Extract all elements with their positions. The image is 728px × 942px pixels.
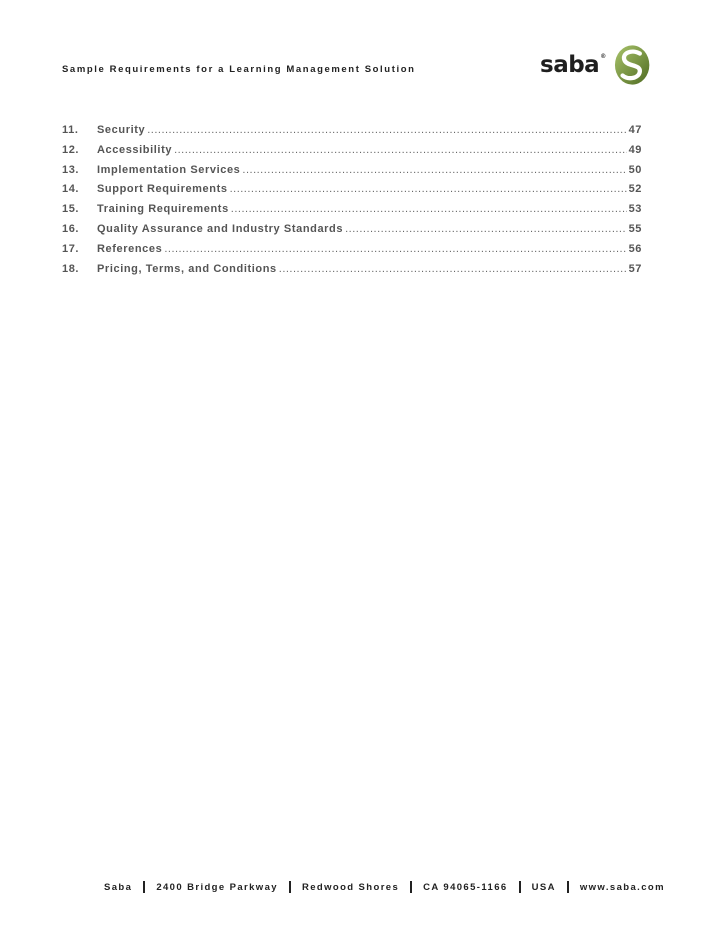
toc-entry[interactable] <box>62 263 642 283</box>
toc-title: References <box>97 242 163 255</box>
toc-dot-leader <box>242 164 626 176</box>
footer-city: Redwood Shores <box>301 881 400 893</box>
table-of-contents <box>62 124 642 282</box>
toc-number: 12. <box>62 143 80 156</box>
toc-title: Training Requirements <box>97 203 229 216</box>
toc-title: Security <box>97 124 146 136</box>
toc-page-number: 50 <box>628 163 642 176</box>
toc-number: 13. <box>62 163 80 176</box>
page-footer <box>104 881 665 893</box>
toc-number: 18. <box>62 262 80 275</box>
footer-website-link[interactable]: www.saba.com <box>579 881 665 893</box>
toc-entry[interactable] <box>62 223 642 243</box>
toc-entry[interactable] <box>62 124 642 144</box>
saba-logo <box>540 44 650 86</box>
toc-number: 17. <box>62 242 80 255</box>
footer-country: USA <box>531 881 556 893</box>
footer-divider <box>289 881 291 893</box>
saba-s-swirl-icon <box>614 44 650 86</box>
toc-number: 15. <box>62 203 80 216</box>
toc-dot-leader <box>174 144 627 156</box>
page-header-title: Sample Requirements for a Learning Management Solution <box>62 64 416 75</box>
registered-mark: ® <box>600 52 606 60</box>
toc-entry[interactable] <box>62 183 642 203</box>
toc-dot-leader <box>231 203 627 215</box>
toc-dot-leader <box>164 243 626 255</box>
toc-number: 14. <box>62 183 80 196</box>
footer-company: Saba <box>104 881 133 893</box>
footer-divider <box>567 881 569 893</box>
toc-dot-leader <box>279 263 627 275</box>
footer-divider <box>410 881 412 893</box>
toc-title: Implementation Services <box>97 163 241 176</box>
toc-dot-leader <box>147 124 626 136</box>
toc-entry[interactable] <box>62 243 642 263</box>
toc-page-number: 53 <box>628 203 642 216</box>
toc-title: Support Requirements <box>97 183 228 196</box>
toc-dot-leader <box>345 223 626 235</box>
toc-dot-leader <box>230 183 627 195</box>
toc-entry[interactable] <box>62 144 642 164</box>
toc-page-number: 55 <box>628 222 642 235</box>
toc-entry[interactable] <box>62 203 642 223</box>
toc-page-number: 56 <box>628 242 642 255</box>
toc-number: 11. <box>62 124 79 136</box>
logo-wordmark: saba® <box>540 51 606 78</box>
toc-page-number: 57 <box>628 262 642 275</box>
footer-divider <box>143 881 145 893</box>
toc-title: Pricing, Terms, and Conditions <box>97 262 277 275</box>
footer-state-zip: CA 94065-1166 <box>423 881 508 893</box>
toc-page-number: 52 <box>628 183 642 196</box>
toc-page-number: 47 <box>628 124 642 136</box>
toc-title: Quality Assurance and Industry Standards <box>97 222 344 235</box>
toc-entry[interactable] <box>62 164 642 184</box>
toc-title: Accessibility <box>97 143 173 156</box>
footer-divider <box>519 881 521 893</box>
footer-street: 2400 Bridge Parkway <box>156 881 278 893</box>
toc-page-number: 49 <box>628 143 642 156</box>
toc-number: 16. <box>62 222 80 235</box>
